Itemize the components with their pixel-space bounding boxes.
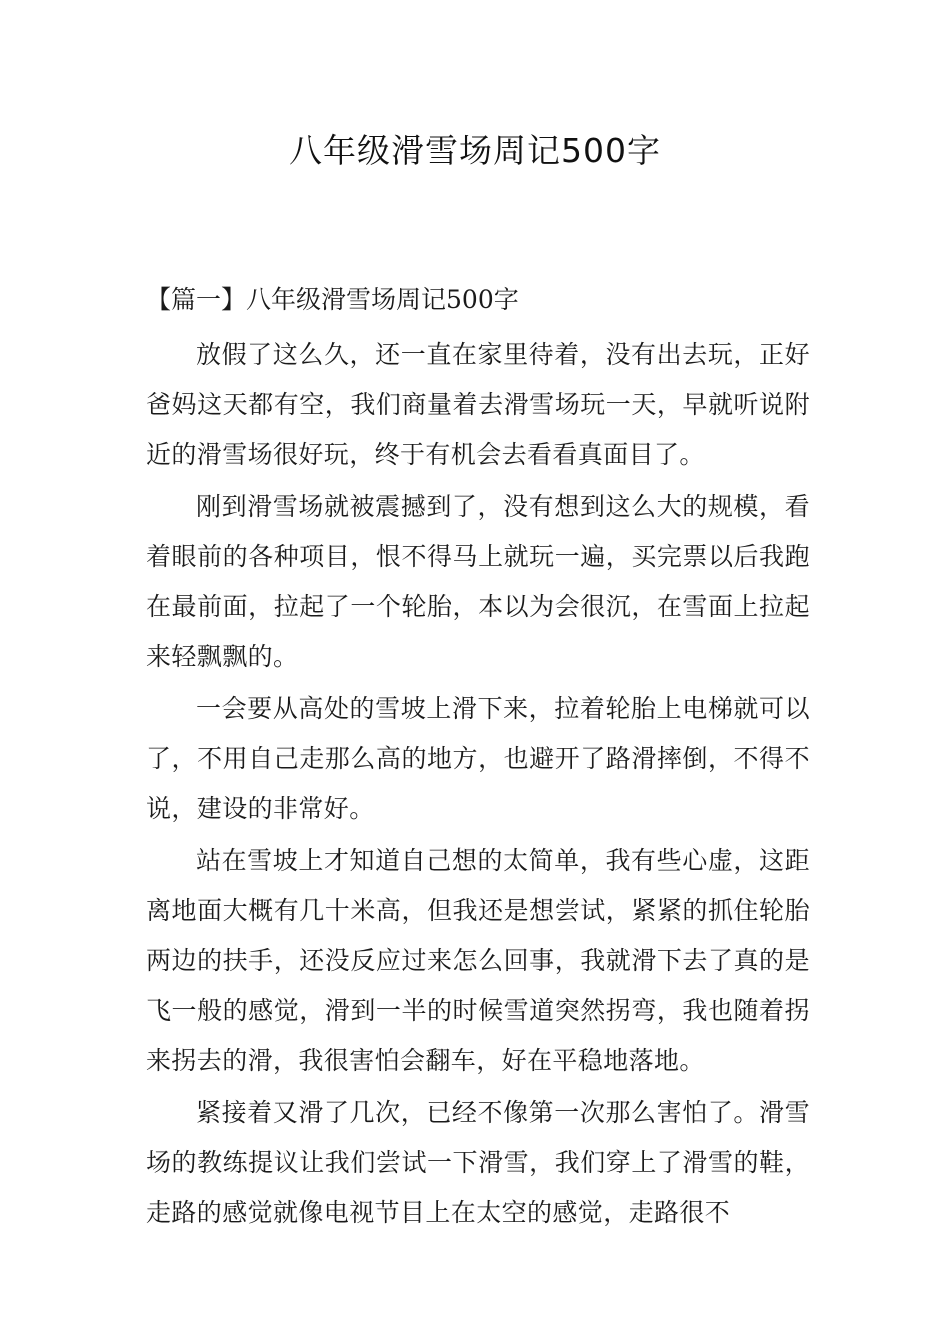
document-title: 八年级滑雪场周记500字	[289, 131, 661, 170]
paragraph-2: 刚到滑雪场就被震撼到了，没有想到这么大的规模，看着眼前的各种项目，恨不得马上就玩一遍，买完票以后我跑在最前面，拉起了一个轮胎，本以为会很沉，在雪面上拉起来轻飘飘的。	[146, 492, 810, 671]
paragraph-4: 站在雪坡上才知道自己想的太简单，我有些心虚，这距离地面大概有几十米高，但我还是想尝试，紧紧的抓住轮胎两边的扶手，还没反应过来怎么回事，我就滑下去了真的是飞一般的感觉，滑到一半的时候雪道突然拐弯，我也随着拐来拐去的滑，我很害怕会翻车，好在平稳地落地。	[146, 846, 810, 1075]
document-body	[146, 280, 810, 1240]
paragraph-3: 一会要从高处的雪坡上滑下来，拉着轮胎上电梯就可以了，不用自己走那么高的地方，也避开了路滑摔倒，不得不说，建设的非常好。	[146, 694, 810, 823]
paragraph-5: 紧接着又滑了几次，已经不像第一次那么害怕了。滑雪场的教练提议让我们尝试一下滑雪，我们穿上了滑雪的鞋，走路的感觉就像电视节目上在太空的感觉，走路很不	[146, 1098, 810, 1227]
paragraph-1: 放假了这么久，还一直在家里待着，没有出去玩，正好爸妈这天都有空，我们商量着去滑雪场玩一天，早就听说附近的滑雪场很好玩，终于有机会去看看真面目了。	[146, 340, 810, 469]
section-heading: 【篇一】八年级滑雪场周记500字	[146, 285, 519, 314]
